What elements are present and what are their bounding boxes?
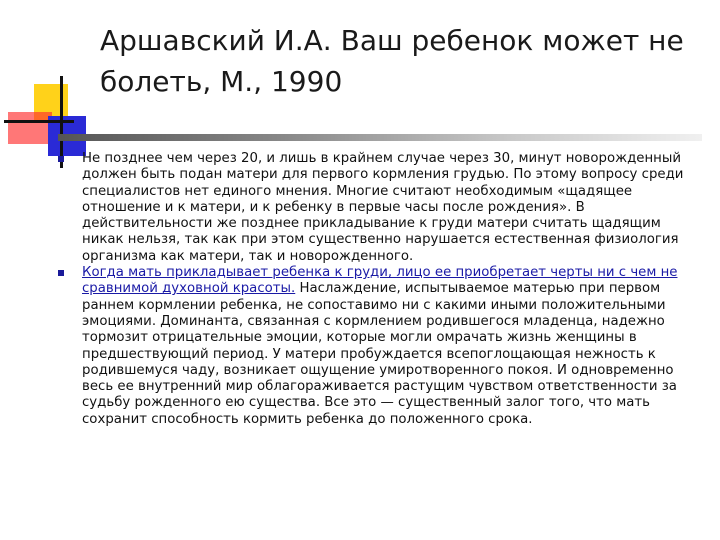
- bullet-list: [58, 151, 698, 428]
- title-divider: [58, 134, 702, 141]
- quote-link[interactable]: Когда мать прикладывает ребенка к груди, лицо ее приобретает черты ни с чем не сравнимой духовной красоты.: [82, 265, 678, 297]
- bullet-item: [58, 151, 698, 265]
- slide-title: Аршавский И.А. Ваш ребенок может не болеть, М., 1990: [100, 24, 684, 98]
- decorative-red-square: [8, 112, 52, 144]
- decorative-horizontal-line: [4, 120, 74, 123]
- bullet-text: Наслаждение, испытываемое матерью при первом раннем кормлении ребенка, не сопоставимо ни с какими иными положительными эмоциями. Доминанта, связанная с кормлением родившегося младенца, надежно тормозит отрицательные эмоции, которые могли омрачать жизнь женщины в предшествующий период. У матери пробуждается всепоглощающая нежность к родившемуся чаду, возникает ощущение умиротворенного покоя. И одновременно весь ее внутренний мир облагораживается растущим чувством ответственности за судьбу рожденного ею существа. Все это — существенный залог того, что мать сохранит способность кормить ребенка до положенного срока.: [82, 281, 677, 427]
- bullet-square-icon: [58, 270, 64, 276]
- bullet-square-icon: [58, 156, 64, 162]
- bullet-item: [58, 265, 698, 428]
- bullet-text: Не позднее чем через 20, и лишь в крайнем случае через 30, минут новорожденный должен быть подан матери для первого кормления грудью. По этому вопросу среди специалистов нет единого мнения. Многие считают необходимым «щадящее отношение и к матери, и к ребенку в первые часы после рождения». В действительности же позднее прикладывание к груди матери считать щадящим никак нельзя, так как при этом существенно нарушается естественная физиология организма как матери, так и новорожденного.: [82, 151, 684, 264]
